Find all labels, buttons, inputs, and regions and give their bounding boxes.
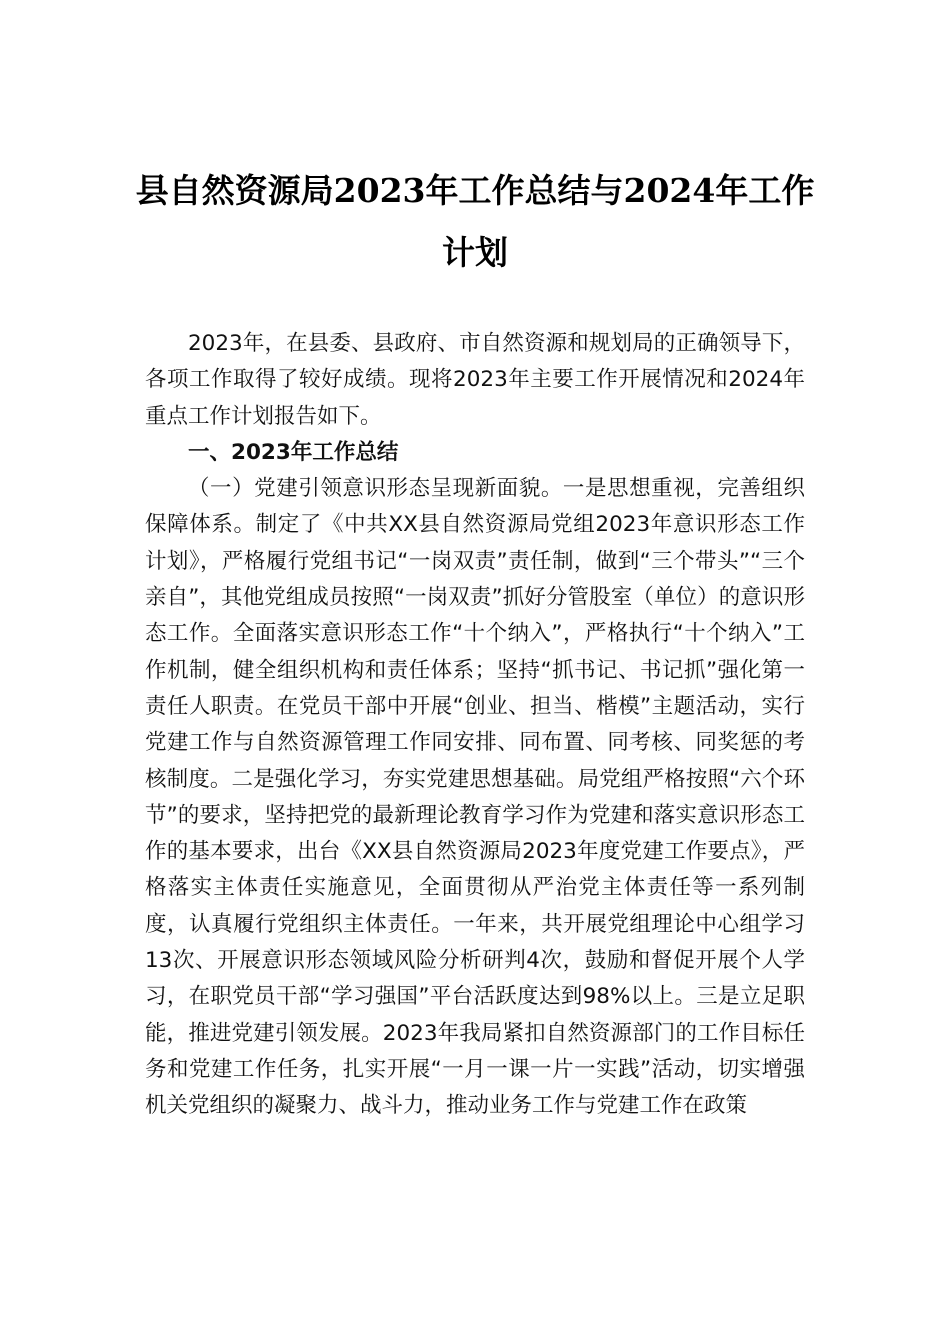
section-heading: 一、2023年工作总结 xyxy=(188,439,399,465)
document-body xyxy=(145,326,805,1125)
intro-paragraph: 2023年，在县委、县政府、市自然资源和规划局的正确领导下，各项工作取得了较好成绩。现将2023年主要工作开展情况和2024年重点工作计划报告如下。 xyxy=(145,331,805,429)
document-title: 县自然资源局2023年工作总结与2024年工作计划 xyxy=(135,171,815,272)
body-paragraph: （一）党建引领意识形态呈现新面貌。一是思想重视，完善组织保障体系。制定了《中共XX县自然资源局党组2023年意识形态工作计划》，严格履行党组书记“一岗双责”责任制，做到“三个带头”“三个亲自”，其他党组成员按照“一岗双责”抓好分管股室（单位）的意识形态工作。全面落实意识形态工作“十个纳入”，严格执行“十个纳入”工作机制，健全组织机构和责任体系；坚持“抓书记、书记抓”强化第一责任人职责。在党员干部中开展“创业、担当、楷模”主题活动，实行党建工作与自然资源管理工作同安排、同布置、同考核、同奖惩的考核制度。二是强化学习，夯实党建思想基础。局党组严格按照“六个环节”的要求，坚持把党的最新理论教育学习作为党建和落实意识形态工作的基本要求，出台《XX县自然资源局2023年度党建工作要点》，严格落实主体责任实施意见，全面贯彻从严治党主体责任等一系列制度，认真履行党组织主体责任。一年来，共开展党组理论中心组学习13次、开展意识形态领域风险分析研判4次，鼓励和督促开展个人学习，在职党员干部“学习强国”平台活跃度达到98%以上。三是立足职能，推进党建引领发展。2023年我局紧扣自然资源部门的工作目标任务和党建工作任务，扎实开展“一月一课一片一实践”活动，切实增强机关党组织的凝聚力、战斗力，推动业务工作与党建工作在政策 xyxy=(145,476,805,1119)
